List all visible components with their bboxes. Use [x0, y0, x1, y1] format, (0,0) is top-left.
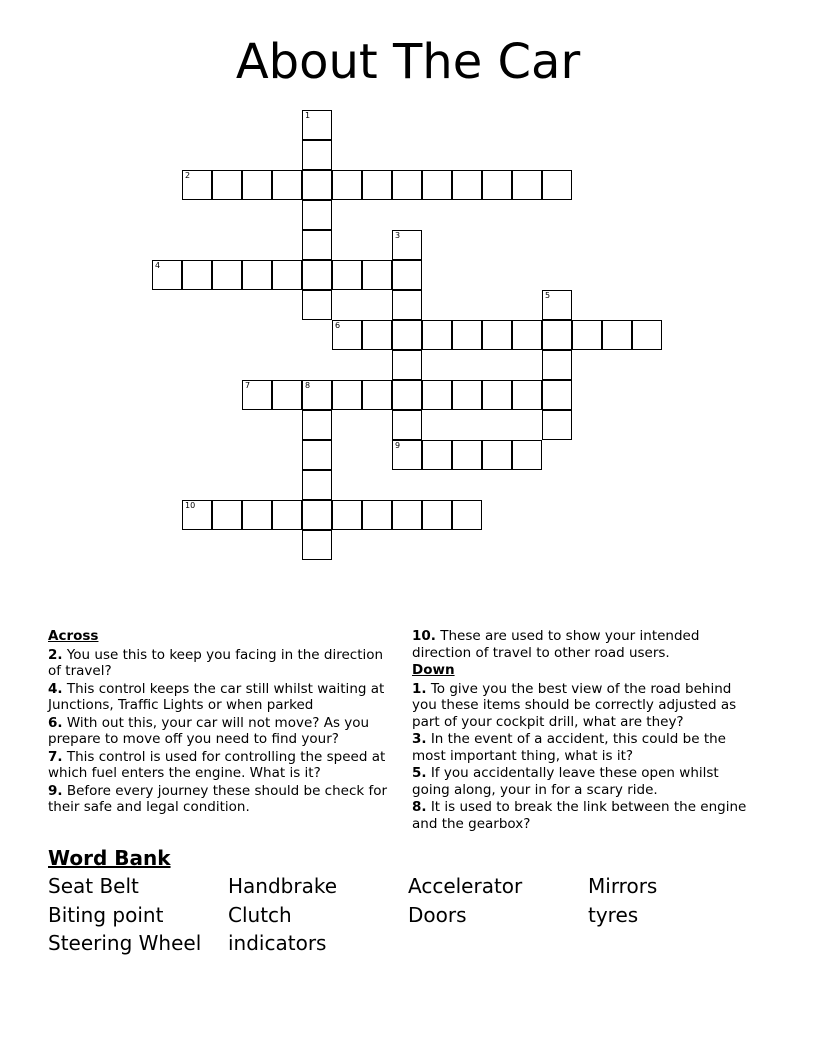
grid-cell	[422, 380, 452, 410]
grid-cell	[272, 500, 302, 530]
grid-cell	[272, 380, 302, 410]
word-bank-item: Steering Wheel	[48, 931, 202, 955]
grid-cell	[632, 320, 662, 350]
word-bank	[48, 872, 788, 958]
grid-cell	[332, 260, 362, 290]
clues-column-left	[48, 628, 396, 817]
grid-cell	[512, 380, 542, 410]
across-clue-4: 4. This control keeps the car still whilst waiting at Junctions, Traffic Lights or when parked	[48, 680, 385, 713]
grid-cell	[392, 290, 422, 320]
grid-cell	[392, 410, 422, 440]
grid-cell	[182, 170, 212, 200]
clue-number: 4	[155, 261, 161, 270]
grid-cell	[392, 440, 422, 470]
grid-cell	[512, 170, 542, 200]
grid-cell	[362, 260, 392, 290]
word-bank-title: Word Bank	[48, 846, 171, 870]
word-bank-item: Mirrors	[588, 874, 658, 898]
grid-cell	[362, 170, 392, 200]
grid-cell	[452, 440, 482, 470]
word-bank-item: Doors	[408, 902, 467, 927]
grid-cell	[302, 260, 332, 290]
clues-column-right	[412, 628, 760, 833]
clue-number: 2	[185, 171, 191, 180]
grid-cell	[362, 320, 392, 350]
grid-cell	[362, 380, 392, 410]
word-bank-item: Clutch	[228, 902, 292, 927]
grid-cell	[332, 320, 362, 350]
grid-cell	[452, 170, 482, 200]
grid-cell	[242, 380, 272, 410]
across-clue-6: 6. With out this, your car will not move? As you prepare to move off you need to find your?	[48, 714, 370, 747]
clue-number: 7	[245, 381, 251, 390]
word-bank-item: Biting point	[48, 902, 164, 927]
grid-cell	[332, 500, 362, 530]
grid-cell	[602, 320, 632, 350]
grid-cell	[302, 410, 332, 440]
word-bank-item: Seat Belt	[48, 874, 139, 898]
clue-number: 3	[395, 231, 401, 240]
clue-number: 1	[305, 111, 311, 120]
grid-cell	[542, 170, 572, 200]
grid-cell	[392, 260, 422, 290]
grid-cell	[392, 230, 422, 260]
grid-cell	[422, 440, 452, 470]
grid-cell	[392, 350, 422, 380]
grid-cell	[482, 170, 512, 200]
word-bank-item: Handbrake	[228, 874, 338, 898]
across-clue-10: 10. These are used to show your intended direction of travel to other road users.	[412, 628, 700, 661]
across-clue-2: 2. You use this to keep you facing in the direction of travel?	[48, 646, 384, 679]
grid-cell	[302, 500, 332, 530]
grid-cell	[452, 380, 482, 410]
down-clue-3: 3. In the event of a accident, this could be the most important thing, what is it?	[412, 731, 726, 764]
down-clue-1: 1. To give you the best view of the road behind you these items should be correctly adjusted as part of your cockpit drill, what are they?	[412, 680, 737, 730]
grid-cell	[542, 290, 572, 320]
clue-number: 6	[335, 321, 341, 330]
grid-cell	[452, 500, 482, 530]
grid-cell	[302, 200, 332, 230]
down-heading: Down	[412, 662, 455, 678]
grid-cell	[512, 440, 542, 470]
grid-cell	[212, 260, 242, 290]
grid-cell	[482, 440, 512, 470]
grid-cell	[422, 320, 452, 350]
grid-cell	[242, 260, 272, 290]
grid-cell	[452, 320, 482, 350]
grid-cell	[272, 170, 302, 200]
grid-cell	[392, 170, 422, 200]
grid-cell	[392, 380, 422, 410]
grid-cell	[542, 350, 572, 380]
grid-cell	[392, 500, 422, 530]
down-clue-5: 5. If you accidentally leave these open whilst going along, your in for a scary ride.	[412, 765, 719, 798]
page-title: About The Car	[235, 34, 581, 90]
grid-cell	[422, 500, 452, 530]
grid-cell	[332, 170, 362, 200]
grid-cell	[422, 170, 452, 200]
grid-cell	[302, 470, 332, 500]
grid-cell	[542, 320, 572, 350]
grid-cell	[392, 320, 422, 350]
grid-cell	[302, 110, 332, 140]
grid-cell	[242, 500, 272, 530]
grid-cell	[302, 380, 332, 410]
down-clue-8: 8. It is used to break the link between the engine and the gearbox?	[412, 799, 747, 832]
grid-cell	[542, 380, 572, 410]
grid-cell	[182, 500, 212, 530]
grid-cell	[332, 380, 362, 410]
grid-cell	[302, 530, 332, 560]
grid-cell	[212, 500, 242, 530]
grid-cell	[302, 230, 332, 260]
clue-number: 9	[395, 441, 401, 450]
grid-cell	[242, 170, 272, 200]
clue-number: 5	[545, 291, 551, 300]
grid-cell	[302, 440, 332, 470]
grid-cell	[482, 380, 512, 410]
across-clue-9: 9. Before every journey these should be check for their safe and legal condition.	[48, 782, 388, 815]
grid-cell	[152, 260, 182, 290]
grid-cell	[542, 410, 572, 440]
grid-cell	[302, 170, 332, 200]
word-bank-item: tyres	[588, 902, 639, 927]
word-bank-item: indicators	[228, 931, 327, 955]
grid-cell	[302, 140, 332, 170]
grid-cell	[302, 290, 332, 320]
grid-cell	[572, 320, 602, 350]
clue-number: 10	[185, 501, 196, 510]
grid-cell	[212, 170, 242, 200]
across-heading: Across	[48, 628, 99, 644]
grid-cell	[182, 260, 212, 290]
grid-cell	[482, 320, 512, 350]
grid-cell	[512, 320, 542, 350]
grid-cell	[272, 260, 302, 290]
grid-cell	[362, 500, 392, 530]
across-clue-7: 7. This control is used for controlling the speed at which fuel enters the engine. What is it?	[48, 748, 386, 781]
word-bank-item: Accelerator	[408, 874, 523, 898]
clue-number: 8	[305, 381, 311, 390]
